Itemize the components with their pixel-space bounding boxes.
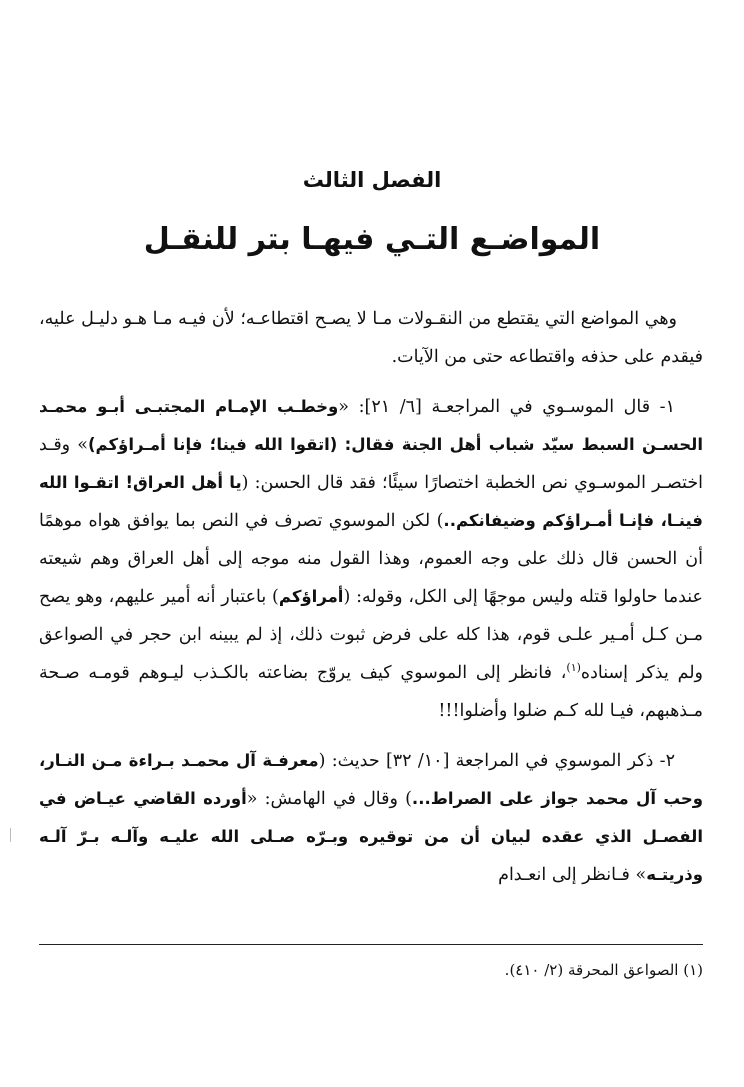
chapter-label: الفصل الثالث [302,168,442,192]
p1-quote-word: أمراؤكم [278,587,344,606]
p2-quote-note: أورده القاضي عيـاض في الفصـل الذي عقده لبيان أن من توقيره وبـرّه صـلى الله عليـه وآلـه بـرّ آلـه وذريتـه [39,789,703,884]
p1-text-a: ١- قال الموسـوي في المراجعـة [٦/ ٢١]: « [338,397,675,417]
footnote: (١) الصواعق المحرقة (٢/ ٤١٠). [504,961,703,979]
footnote-reference[interactable]: (١) [566,661,581,675]
p1-text-h: ، فانظر إلى الموسوي كيف يروّج بضاعته بالكـذب ليـوهم قومـه صـحة مـذهبهم، فيـا لله كـم ضلوا وأضلوا!!! [39,663,703,721]
intro-paragraph: وهي المواضع التي يقتطع من النقـولات مـا لا يصـح اقتطاعـه؛ لأن فيـه مـا هـو دليـل عليه، فيقدم على حذفه واقتطاعه حتى من الآيات. [39,309,703,367]
margin-mark [10,828,11,842]
p2-text-c: ) وقال في الهامش: « [246,789,412,809]
p1-quote-hadith: وخطـب الإمـام المجتبـى أبـو محمـد الحسـن السبط سيّد شباب أهل الجنة فقال: (اتقوا الله فينا؛ فإنا أمـراؤكم) [39,397,703,454]
p1-text-c: » وقـد اختصـر الموسـوي نص الخطبة اختصارًا سيئًا؛ فقد قال الحسن: ( [39,435,704,493]
p2-quote-hadith: معرفـة آل محمـد بـراءة مـن النـار، وحب آل محمد جواز على الصراط... [39,751,703,808]
footnote-divider [39,944,703,945]
body-text [39,300,703,906]
paragraph-1 [39,388,703,730]
p2-text-e: » فـانظر إلى انعـدام [498,865,647,885]
chapter-title: المواضـع التـي فيهـا بتر للنقـل [143,222,601,257]
p1-text-e: ) لكن الموسوي تصرف في النص بما يوافق هواه موهمًا أن الحسن قال ذلك على وجه العموم، وهذا القول منه موجه إلى أهل العراق وهم شيعته عندما حاولوا قتله وليس موجهًا إلى الكل، وقوله: ( [39,511,704,607]
p1-text-g: ) باعتبار أنه أمير عليهم، وهو يصح مـن كـل أمـير علـى قوم، هذا كله على فرض ثبوت ذلك، إذ لم يبينه ابن حجر في الصواعق ولم يذكر إسناده [39,587,704,683]
p2-text-a: ٢- ذكر الموسوي في المراجعة [١٠/ ٣٢] حديث: ( [318,751,675,771]
paragraph-2 [39,742,703,894]
p1-quote-full: يا أهل العراق! اتقـوا الله فينـا، فإنـا أمـراؤكم وضيفانكم.. [39,473,703,530]
